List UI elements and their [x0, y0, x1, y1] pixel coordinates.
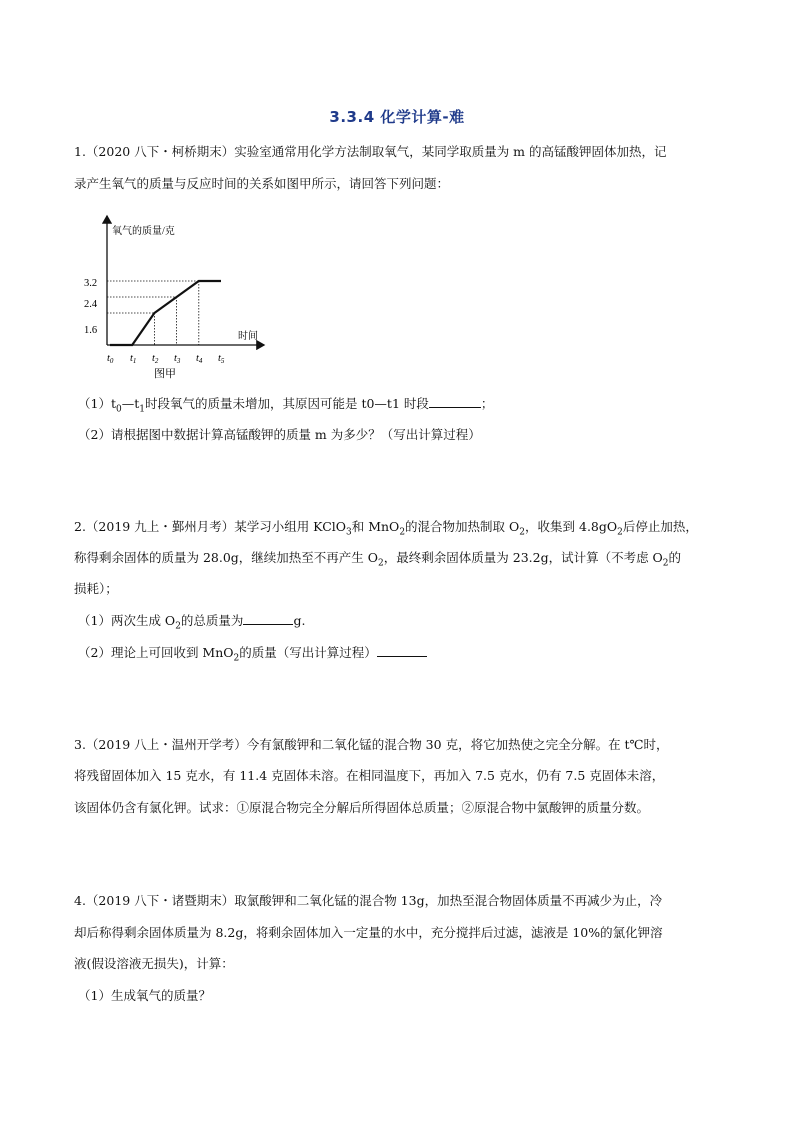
- q2-answer-blank-1[interactable]: [243, 612, 293, 625]
- y-axis-label: 氧气的质量/克: [112, 226, 175, 237]
- svg-text:t1: t1: [130, 353, 137, 365]
- q1-sub-2: （2）请根据图中数据计算高锰酸钾的质量 m 为多少？（写出计算过程）: [78, 427, 481, 442]
- ytick-1-6: 1.6: [84, 325, 98, 336]
- svg-text:t3: t3: [174, 353, 181, 365]
- ytick-3-2: 3.2: [84, 278, 98, 289]
- q4-sub-1: （1）生成氧气的质量？: [78, 988, 211, 1003]
- figure-caption: 图甲: [154, 368, 176, 380]
- xtick-t0: [107, 353, 114, 365]
- q3-line-1: 3.（2019 八上・温州开学考）今有氯酸钾和二氧化锰的混合物 30 克，将它加热使之完全分解。在 t℃时，: [74, 737, 669, 752]
- xtick-t3: [174, 353, 181, 365]
- q1-line-1: 1.（2020 八下・柯桥期末）实验室通常用化学方法制取氧气，某同学取质量为 m 的高锰酸钾固体加热，记: [74, 144, 667, 159]
- xtick-t2: [152, 353, 159, 365]
- series-line: [110, 281, 221, 345]
- x-axis-label: 时间: [238, 331, 258, 342]
- xtick-t5: [218, 353, 225, 365]
- xtick-t4: [196, 353, 203, 365]
- q1-sub-1: $(1)t_0—t_1$时段氧气的质量未增加，其原因可能是 t0—t1 时段 ；: [78, 396, 494, 413]
- q2-answer-blank-2[interactable]: [377, 644, 427, 657]
- svg-text:t5: t5: [218, 353, 225, 365]
- xtick-t1: [130, 353, 136, 365]
- figure-jia-chart: [70, 212, 280, 382]
- ytick-2-4: 2.4: [84, 299, 98, 310]
- svg-text:t2: t2: [152, 353, 159, 365]
- q4-line-2: 却后称得剩余固体质量为 8.2g，将剩余固体加入一定量的水中，充分搅拌后过滤，滤液是 10%的氯化钾溶: [74, 925, 663, 940]
- q2-sub-1: （1）两次生成 $O_2$的总质量为 g.: [78, 613, 306, 630]
- q2-line-3: 损耗）；: [74, 581, 118, 596]
- q4-line-1: 4.（2019 八下・诸暨期末）取氯酸钾和二氧化锰的混合物 13g，加热至混合物固体质量不再减少为止，冷: [74, 893, 663, 908]
- q2-sub-2: （2）理论上可回收到 MnO$_2$的质量（写出计算过程）: [78, 644, 738, 662]
- svg-text:t0: t0: [107, 353, 114, 365]
- q3-line-3: 该固体仍含有氯化钾。试求：①原混合物完全分解后所得固体总质量；②原混合物中氯酸钾的质量分数。: [74, 800, 650, 815]
- q3-line-2: 将残留固体加入 15 克水，有 11.4 克固体未溶。在相同温度下，再加入 7.5 克水，仍有 7.5 克固体未溶，: [74, 768, 665, 783]
- q2-line-1: 2.（2019 九上・鄞州月考）某学习小组用 KClO$_3$和 MnO$_2$的混合物加热制取 $O_2$，收集到 $4.8gO_2$后停止加热，: [74, 519, 698, 536]
- chart-line: [110, 281, 221, 345]
- q1-line-2: 录产生氧气的质量与反应时间的关系如图甲所示，请回答下列问题：: [74, 176, 450, 191]
- page-title: 3.3.4 化学计算-难: [329, 108, 465, 126]
- q1-answer-blank-1[interactable]: [429, 395, 481, 408]
- svg-text:t4: t4: [196, 353, 203, 365]
- q2-line-2: 称得剩余固体的质量为 28.0g，继续加热至不再产生 $O_2$，最终剩余固体质量为 23.2g，试计算（不考虑 $O_2$的: [74, 550, 682, 567]
- q4-line-3: 液(假设溶液无损失)，计算：: [74, 956, 234, 971]
